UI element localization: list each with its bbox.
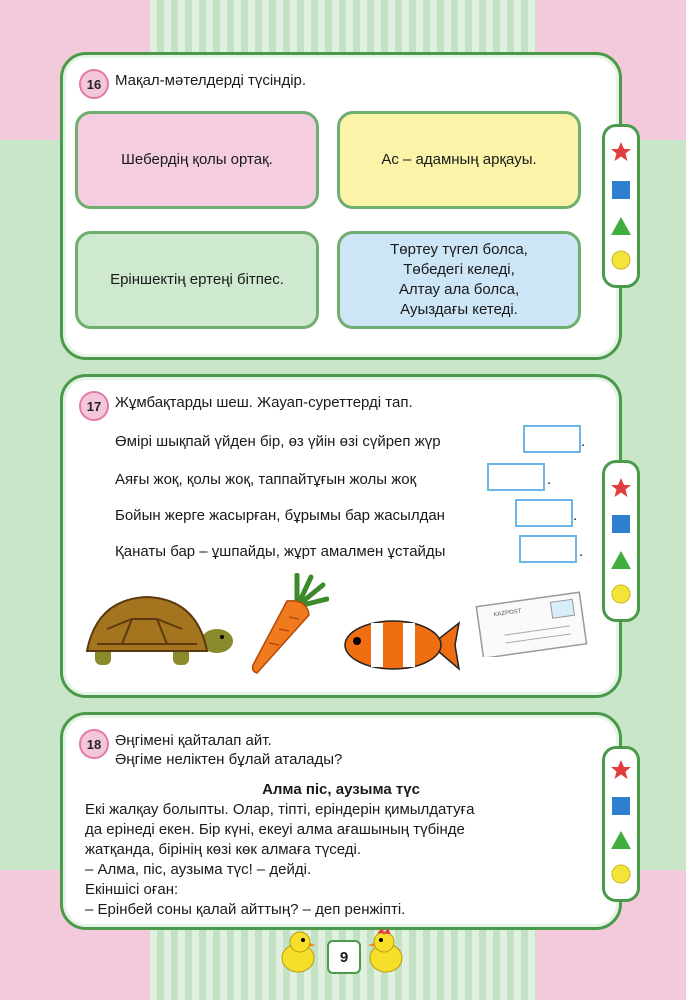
envelope-picture[interactable] xyxy=(473,587,593,657)
answer-box[interactable] xyxy=(523,425,581,453)
task-instruction: Әңгімені қайталап айт. xyxy=(115,732,272,749)
self-assessment-shapes xyxy=(602,124,640,288)
chick-right-picture xyxy=(364,928,408,976)
task-instruction: Жұмбақтарды шеш. Жауап-суреттерді тап. xyxy=(115,394,413,411)
riddle-text: Өмірі шықпай үйден бір, өз үйін өзі сүйреп жүр xyxy=(115,433,441,450)
envelope-label: KAZPOST xyxy=(493,608,522,619)
self-assessment-shapes xyxy=(602,460,640,622)
proverb-card: Ас – адамның арқауы. xyxy=(337,111,581,209)
circle-icon[interactable] xyxy=(610,249,632,271)
period: . xyxy=(579,543,584,560)
period: . xyxy=(547,471,552,488)
story-line: – Алма, піс, аузыма түс! – дейді. xyxy=(85,861,312,878)
star-icon[interactable] xyxy=(610,759,632,781)
proverb-card: Шебердің қолы ортақ. xyxy=(75,111,319,209)
task-17-card xyxy=(60,374,622,698)
riddle-text: Қанаты бар – ұшпайды, жұрт амалмен ұстайды xyxy=(115,543,446,560)
story-line: жатқанда, бiрiнiң көзі көк алмаға түседі. xyxy=(85,841,361,858)
circle-icon[interactable] xyxy=(610,583,632,605)
bg-stripes-top xyxy=(150,0,536,60)
star-icon[interactable] xyxy=(610,477,632,499)
square-icon[interactable] xyxy=(610,513,632,535)
story-line: Екі жалқау болыпты. Олар, тіпті, ерiндерiн қимылдатуға xyxy=(85,801,475,818)
proverb-card: Төртеу түгел болса, Төбедегі келеді, Алтау ала болса, Ауыздағы кетеді. xyxy=(337,231,581,329)
story-line: да ерiнедi екен. Бiр күнi, екеуі алма ағашының түбінде xyxy=(85,821,465,838)
period: . xyxy=(573,507,578,524)
square-icon[interactable] xyxy=(610,179,632,201)
circle-icon[interactable] xyxy=(610,863,632,885)
turtle-picture[interactable] xyxy=(77,589,237,673)
star-icon[interactable] xyxy=(610,141,632,163)
triangle-icon[interactable] xyxy=(610,829,632,851)
proverb-card: Еріншектің ертеңі бітпес. xyxy=(75,231,319,329)
task-number: 18 xyxy=(79,729,109,759)
triangle-icon[interactable] xyxy=(610,549,632,571)
story-line: – Ерiнбей соны қалай айттың? – деп ренжiптi. xyxy=(85,901,406,918)
task-number: 17 xyxy=(79,391,109,421)
riddle-text: Аяғы жоқ, қолы жоқ, таппайтұғын жолы жоқ xyxy=(115,471,417,488)
carrot-picture[interactable] xyxy=(249,573,329,677)
story-title: Алма піс, аузыма түс xyxy=(262,781,420,798)
task-instruction: Мақал-мәтелдерді түсіндір. xyxy=(115,72,307,89)
task-number: 16 xyxy=(79,69,109,99)
clownfish-picture[interactable] xyxy=(341,615,461,677)
triangle-icon[interactable] xyxy=(610,215,632,237)
period: . xyxy=(581,433,586,450)
task-18-card xyxy=(60,712,622,930)
chick-left-picture xyxy=(276,928,320,976)
answer-box[interactable] xyxy=(487,463,545,491)
self-assessment-shapes xyxy=(602,746,640,902)
page-number: 9 xyxy=(327,940,361,974)
answer-box[interactable] xyxy=(519,535,577,563)
riddle-text: Бойын жерге жасырған, бұрымы бар жасылдан xyxy=(115,507,445,524)
square-icon[interactable] xyxy=(610,795,632,817)
task-16-card xyxy=(60,52,622,360)
task-question: Әңгіме неліктен бұлай аталады? xyxy=(115,751,343,768)
answer-box[interactable] xyxy=(515,499,573,527)
story-line: Екiншiсi оған: xyxy=(85,881,179,898)
